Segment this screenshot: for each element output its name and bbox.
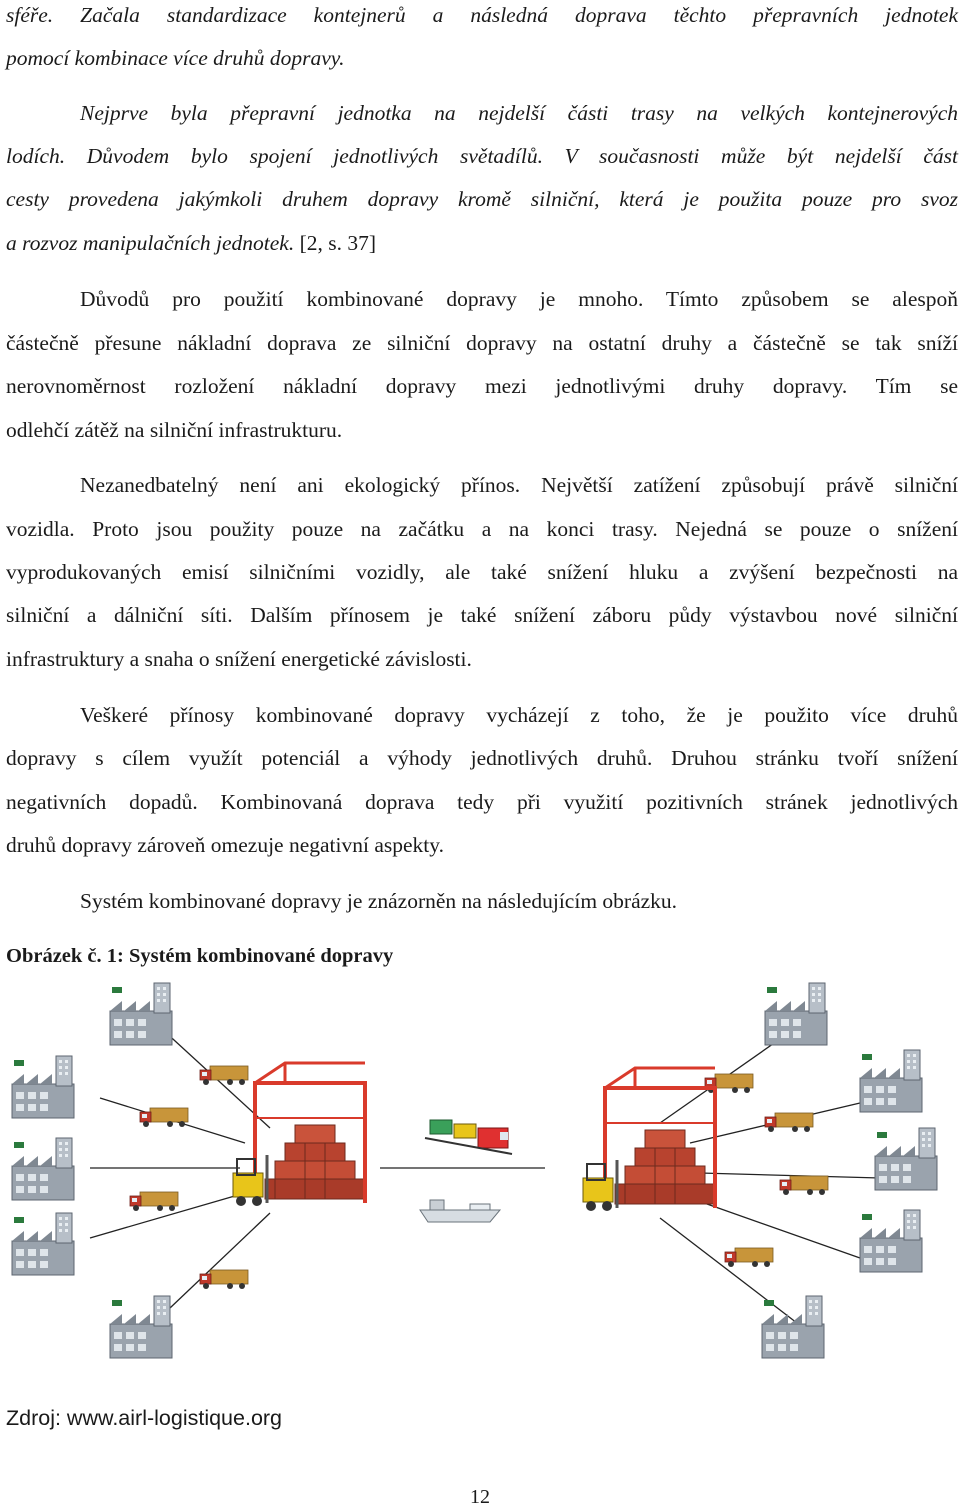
p4-line-4: silniční a dálniční síti. Dalším přínosem je také snížení záboru půdy výstavbou nové silniční bbox=[6, 603, 958, 627]
truck-icon bbox=[140, 1108, 188, 1127]
factory-icon bbox=[860, 1050, 922, 1112]
p5-line-2: dopravy s cílem využít potenciál a výhody jednotlivých druhů. Druhou stránku tvoří snížení bbox=[6, 746, 958, 770]
p5-line-4: druhů dopravy zároveň omezuje negativní aspekty. bbox=[6, 833, 445, 857]
truck-icon bbox=[200, 1066, 248, 1085]
p2-line-1: Nejprve byla přepravní jednotka na nejdelší části trasy na velkých kontejnerových bbox=[80, 101, 958, 125]
truck-icon bbox=[130, 1192, 178, 1211]
factory-icon bbox=[875, 1128, 937, 1190]
truck-icon bbox=[765, 1113, 813, 1132]
p6-line-1: Systém kombinované dopravy je znázorněn na následujícím obrázku. bbox=[80, 889, 678, 913]
p2-line-4-text: a rozvoz manipulačních jednotek. bbox=[6, 231, 295, 255]
p3-line-4: odlehčí zátěž na silniční infrastrukturu. bbox=[6, 418, 343, 442]
figure-source: Zdroj: www.airl-logistique.org bbox=[6, 1406, 283, 1430]
citation: [2, s. 37] bbox=[299, 231, 377, 255]
factory-icon bbox=[12, 1213, 74, 1275]
p4-line-1: Nezanedbatelný není ani ekologický přínos. Největší zatížení způsobují právě silniční bbox=[80, 473, 958, 497]
figure-caption: Obrázek č. 1: Systém kombinované dopravy bbox=[6, 945, 394, 967]
terminal-crane-icon bbox=[583, 1068, 715, 1211]
factory-icon bbox=[12, 1056, 74, 1118]
factory-icon bbox=[110, 983, 172, 1045]
p5-line-3: negativních dopadů. Kombinovaná doprava tedy při využití pozitivních stránek jednotlivých bbox=[6, 790, 958, 814]
p5-line-1: Veškeré přínosy kombinované dopravy vycházejí z toho, že je použito více druhů bbox=[80, 703, 958, 727]
truck-icon bbox=[780, 1176, 828, 1195]
p2-line-4 bbox=[6, 230, 376, 256]
p4-line-2: vozidla. Proto jsou použity pouze na začátku a na konci trasy. Nejedná se pouze o snížení bbox=[6, 517, 958, 541]
p1-line-2: pomocí kombinace více druhů dopravy. bbox=[6, 46, 345, 70]
page-number: 12 bbox=[470, 1486, 490, 1508]
factory-icon bbox=[12, 1138, 74, 1200]
truck-icon bbox=[705, 1074, 753, 1093]
p3-line-1: Důvodů pro použití kombinované dopravy je mnoho. Tímto způsobem se alespoň bbox=[80, 287, 958, 311]
terminal-crane-icon bbox=[233, 1063, 365, 1206]
factory-icon bbox=[762, 1296, 824, 1358]
p4-line-5: infrastruktury a snaha o snížení energetické závislosti. bbox=[6, 647, 472, 671]
truck-icon bbox=[725, 1248, 773, 1267]
factory-icon bbox=[110, 1296, 172, 1358]
p2-line-2: lodích. Důvodem bylo spojení jednotlivých světadílů. V současnosti může být nejdelší část bbox=[6, 144, 958, 168]
p4-line-3: vyprodukovaných emisí silničními vozidly, ale také snížení hluku a zvýšení bezpečnosti na bbox=[6, 560, 958, 584]
factory-icon bbox=[860, 1210, 922, 1272]
p2-line-3: cesty provedena jakýmkoli druhem dopravy kromě silniční, která je použita pouze pro svoz bbox=[6, 187, 958, 211]
combined-transport-figure bbox=[0, 978, 960, 1378]
train-icon bbox=[425, 1120, 512, 1154]
p3-line-2: částečně přesune nákladní doprava ze silniční dopravy na ostatní druhy a částečně se tak sníží bbox=[6, 331, 958, 355]
p3-line-3: nerovnoměrnost rozložení nákladní dopravy mezi jednotlivými druhy dopravy. Tím se bbox=[6, 374, 958, 398]
factory-icon bbox=[765, 983, 827, 1045]
p1-line-1: sféře. Začala standardizace kontejnerů a následná doprava těchto přepravních jednotek bbox=[6, 3, 958, 27]
ship-icon bbox=[420, 1200, 500, 1222]
